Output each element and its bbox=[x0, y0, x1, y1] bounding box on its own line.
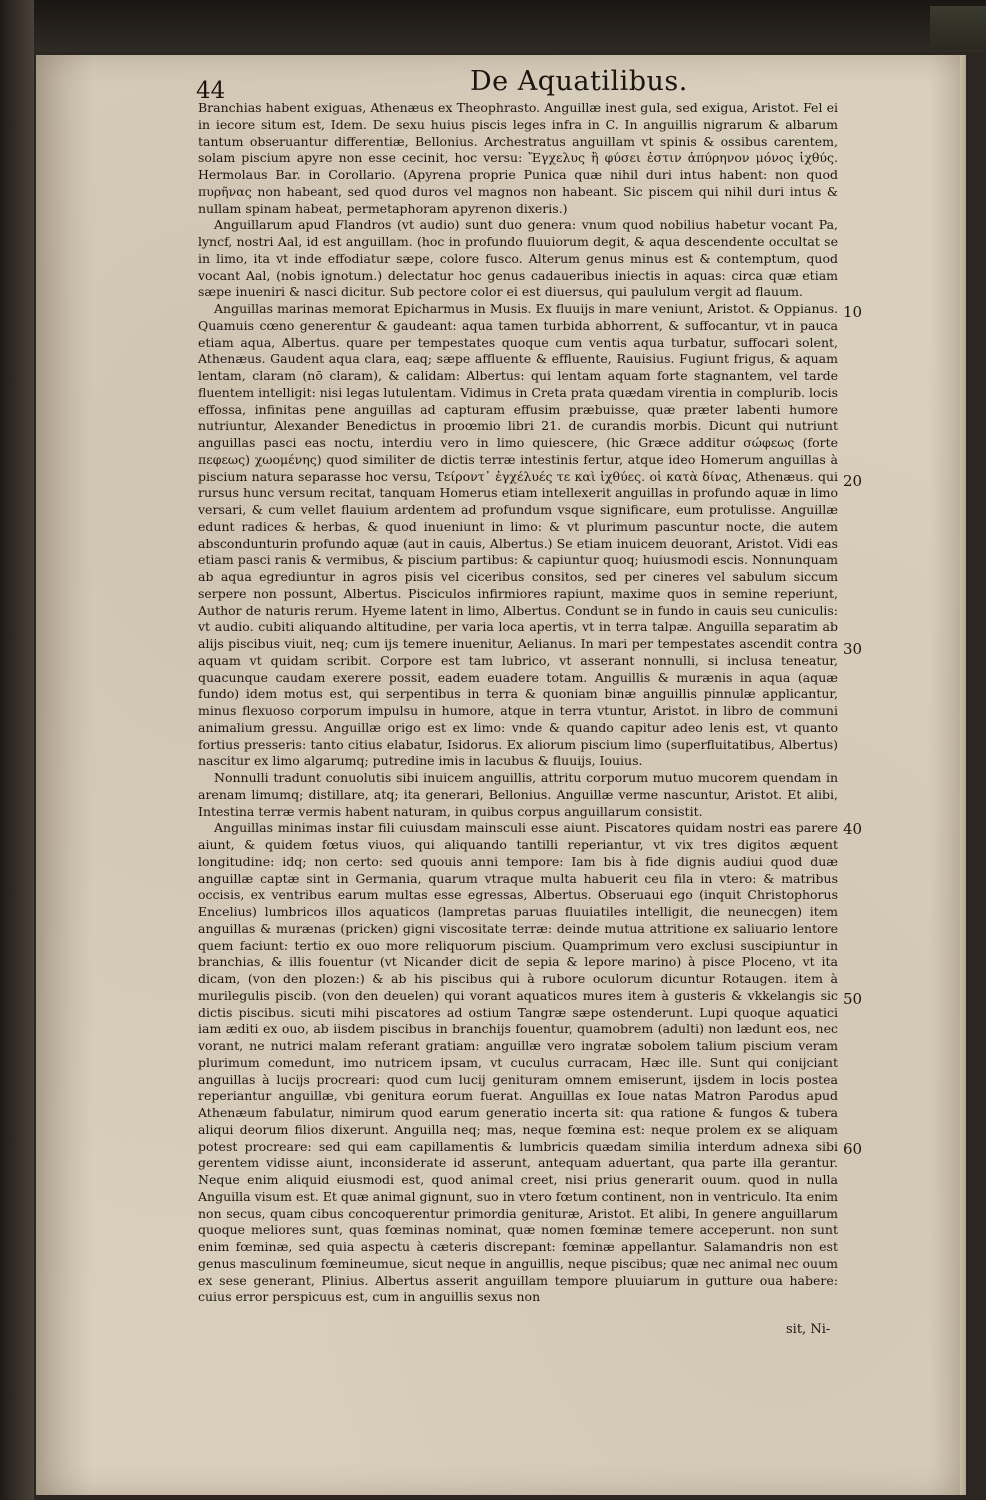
margin-line-number: 10 bbox=[843, 303, 863, 321]
margin-line-number: 60 bbox=[843, 1140, 863, 1158]
book-binding bbox=[0, 0, 34, 1500]
page-edge bbox=[960, 55, 966, 1495]
paragraph: Branchias habent exiguas, Athenæus ex Theophrasto. Anguillæ inest gula, sed exigua, Aristot. Fel ei in iecore situm est, Idem. De sexu huius piscis leges infra in C. In anguillis nigrarum & albarum tantum obseruantur differentiæ, Bellonius. Archestratus anguillam vt spinis & ossibus carentem, solam piscium apyre non esse cecinit, hoc versu: Ἔγχελυς ἢ φύσει ἐστιν ἀπύρηνον μόνος ἰχθύς. Hermolaus Bar. in Corollario. (Apyrena proprie Punica quæ nihil duri intus habent: non quod πυρῆνας non habeant, sed quod duros vel magnos non habeant. Sic piscem qui nihil duri intus & nullam spinam habeat, permetaphoram apyrenon dixeris.) bbox=[198, 100, 838, 216]
paragraph: Anguillas marinas memorat Epicharmus in Musis. Ex fluuijs in mare veniunt, Aristot. & Oppianus. Quamuis cœno generentur & gaudeant: aqua tamen turbida abhorrent, & suffocantur, vt in pauca etiam aqua, Albertus. quare per tempestates quoque cum ventis aqua turbatur, suffocari solent, Athenæus. Gaudent aqua clara, eaq; sæpe affluente & effluente, Rauisius. Fugiunt frigus, & aquam lentam, claram (nō claram), & calidam: Albertus: qui lentam aquam forte stagnantem, vel tarde fluentem intelligit: nisi legas lutulentam. Vidimus in Creta prata quædam virentia in complurib. locis effossa, infinitas pene anguillas ad capturam effusim præbuisse, quæ præter labenti humore nutriuntur, Alexander Benedictus in proœmio libri 21. de curandis morbis. Dicunt qui nutriunt anguillas pasci eas noctu, interdiu vero in limo quiescere, (hic Græce additur σώφεως (forte πεφεως) χωομένης) quod similiter de dictis terræ intestinis fertur, atque ideo Homerum anguillas à piscium natura separasse hoc versu, Τείροντ᾽ ἐγχέλυές τε καὶ ἰχθύες. οἱ κατὰ δίνας, Athenæus. qui rursus hunc versum recitat, tanquam Homerus etiam intellexerit anguillas in profundo aquæ in limo versari, & cum vellet flauium ardentem ad profundum vsque significare, eum protulisse. Anguillæ edunt radices & herbas, & quod inueniunt in limo: & vt plurimum pascuntur nocte, die autem abscondunturin profundo aquæ (aut in cauis, Albertus.) Se etiam inuicem deuorant, Aristot. Vidi eas etiam pasci ranis & vermibus, & piscium partibus: & capiuntur quoq; huiusmodi escis. Nonnunquam ab aqua egrediuntur in agros pisis vel ciceribus consitos, sed per cineres vel sabulum siccum serpere non possunt, Albertus. Pisciculos infirmiores rapiunt, maxime quos in semine reperiunt, Author de naturis rerum. Hyeme latent in limo, Albertus. Condunt se in fundo in cauis seu cuniculis: vt audio. cubiti aliquando altitudine, per varia loca apertis, vt in terra talpæ. Anguilla separatim ab alijs piscibus viuit, neq; cum ijs temere inuenitur, Aelianus. In mari per tempestates ascendit contra aquam vt quidam scribit. Corpore est tam lubrico, vt asserant nonnulli, si inclusa teneatur, quacunque caudam exerere possit, eadem euadere totam. Anguillis & murænis in aqua (aquæ fundo) idem motus est, qui serpentibus in terra & quoniam binæ anguillis pinnulæ applicantur, minus flexuoso corporum impulsu in humore, atque in terra vtuntur, Aristot. in libro de communi animalium gressu. Anguillæ origo est ex limo: vnde & quando capitur adeo lenis est, vt quanto fortius presseris: tanto citius elabatur, Isidorus. Ex aliorum piscium limo (superfluitatibus, Albertus) nascitur ex limo algarumq; putredine imis in lacubus & fluuijs, Iouius. bbox=[198, 301, 838, 769]
paragraph: Anguillarum apud Flandros (vt audio) sunt duo genera: vnum quod nobilius habetur vocant Pa, lyncf, nostri Aal, id est anguillam. (hoc in profundo fluuiorum degit, & aqua descendente occultat se in limo, ita vt inde effodiatur sæpe, colore fusco. Alterum genus minus est & contemptum, quod vocant Aal, (nobis ignotum.) delectatur hoc genus cadaueribus iniectis in aquas: circa quæ etiam sæpe inueniri & nasci dicitur. Sub pectore color ei est diuersus, qui paululum vergit ad flauum. bbox=[198, 217, 838, 300]
running-title: De Aquatilibus. bbox=[470, 66, 688, 97]
margin-line-number: 20 bbox=[843, 472, 863, 490]
page-number: 44 bbox=[196, 78, 226, 104]
paragraph: Nonnulli tradunt conuolutis sibi inuicem anguillis, attritu corporum mutuo mucorem quendam in arenam limumq; distillare, atq; ita generari, Bellonius. Anguillæ verme nascuntur, Aristot. Et alibi, Intestina terræ vermis habent naturam, in quibus corpus anguillarum consistit. bbox=[198, 770, 838, 819]
scan-corner bbox=[930, 6, 986, 50]
catchword: sit, Ni- bbox=[786, 1322, 831, 1337]
paragraph: Anguillas minimas instar fili cuiusdam mainsculi esse aiunt. Piscatores quidam nostri eas parere aiunt, & quidem fœtus viuos, qui aliquando tantilli reperiantur, vt vix tres digitos æquent longitudine: idq; non certo: sed quouis anni tempore: Iam bis à fide dignis audiui quod duæ anguillæ captæ sint in Germania, quarum vtraque multa habuerit ceu fila in vtero: & matribus occisis, ex ventribus earum multas esse egressas, Albertus. Obseruaui ego (inquit Christophorus Encelius) lumbricos illos aquaticos (lampretas paruas fluuiatiles intelligit, die neunecgen) item anguillas & murænas (pricken) gigni viscositate terræ: deinde mutua attritione ex saliuario lentore quem faciunt: tertio ex ouo more reliquorum piscium. Quamprimum vero exclusi suscipiuntur in branchias, & illis fouentur (vt Nicander dicit de sepia & lepore marino) à pisce Ploceno, vt ita dicam, (von den plozen:) & ab his piscibus qui à rubore oculorum dicuntur Rotaugen. item à murilegulis piscib. (von den deuelen) qui vorant aquaticos mures item à gusteris & vkkelangis sic dictis piscibus. sicuti mihi piscatores ad ostium Tangræ sæpe ostenderunt. Lupi quoque aquatici iam æditi ex ouo, ab iisdem piscibus in branchijs fouentur, quamobrem (adulti) non lædunt eos, nec vorant, ne nutrici malam referant gratiam: anguillæ vero ingratæ sobolem talium piscium veram plurimum comedunt, imo nutricem ipsam, vt cuculus curracam, Hæc ille. Sunt qui conijciant anguillas à lucijs procreari: quod cum lucij genituram omnem emiserunt, ijsdem in locis postea reperiantur anguillæ, vbi genitura eorum fuerat. Anguillas ex Ioue natas Matron Parodus apud Athenæum fabulatur, nimirum quod earum generatio incerta sit: qua ratione & fungos & tubera aliqui deorum filios dixerunt. Anguilla neq; mas, neque fœmina est: neque prolem ex se aliquam potest procreare: sed qui eam capillamentis & lumbricis quædam similia interdum adnexa sibi gerentem vidisse aiunt, inconsiderate id asserunt, antequam aduertant, qua parte illa gerantur. Neque enim aliquid eiusmodi est, quod animal creet, nisi prius generarit ouum. quod in nulla Anguilla visum est. Et quæ animal gignunt, suo in vtero fœtum continent, non in ventriculo. Ita enim non secus, quam cibus concoquerentur primordia genituræ, Aristot. Et alibi, In genere anguillarum quoque meliores sunt, quas fœminas nominat, quæ nomen fœminæ temere acceperunt. non sunt enim fœminæ, sed quia aspectu à cæteris discrepant: fœminæ appellantur. Salamandris non est genus masculinum fœmineumue, sicut neque in anguillis, neque piscibus; quæ nec animal nec ouum ex sese generant, Plinius. Albertus asserit anguillam tempore pluuiarum in gutture oua habere: cuius error perspicuus est, cum in anguillis sexus non bbox=[198, 820, 838, 1305]
scan-top-edge bbox=[0, 0, 986, 52]
margin-line-number: 30 bbox=[843, 640, 863, 658]
margin-line-number: 40 bbox=[843, 820, 863, 838]
margin-line-number: 50 bbox=[843, 990, 863, 1008]
body-text bbox=[198, 100, 838, 1306]
